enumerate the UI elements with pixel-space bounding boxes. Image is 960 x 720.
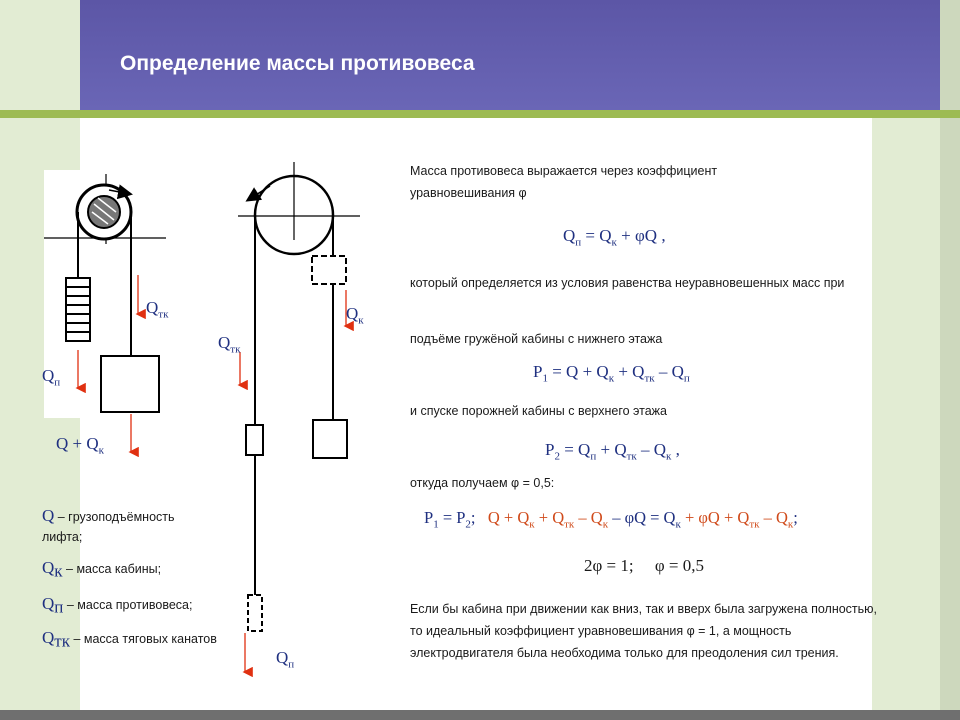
formula-p2: $P_2 = Q_п + Q_{тк} - Q_к$ , (545, 440, 680, 463)
diagram1-label-q-qk: $Q + Q_к$ (56, 434, 105, 457)
diagram2-cabin-upper (312, 256, 346, 284)
diagram2-label-qk: $Q_к$ (346, 304, 364, 327)
paragraph-lift-down: и спуске порожней кабины с верхнего этажа (410, 404, 667, 418)
diagram1-label-qtk: $Q_{тк}$ (146, 298, 169, 321)
paragraph-condition: который определяется из условия равенства неуравновешенных масс при (410, 276, 845, 290)
legend-item-q: Q – грузоподъёмность лифта; (42, 506, 175, 544)
diagram2-label-qtk: $Q_{тк}$ (218, 333, 241, 356)
diagram1-counterweight (66, 278, 90, 341)
formula-p1: $P_1 = Q + Q_к + Q_{тк} - Q_п$ (533, 362, 690, 385)
diagram2-counterweight-lower (248, 595, 262, 631)
diagram2-cabin-lower (313, 420, 347, 458)
legend-item-qk: $Q_к$ – масса кабины; (42, 558, 162, 581)
formula-phi: 2φ = 1; φ = 0,5 (584, 556, 705, 575)
slide-title: Определение массы противовеса (120, 52, 475, 75)
paragraph-lift-up: подъёме гружёной кабины с нижнего этажа (410, 332, 663, 346)
legend-item-qtk: $Q_{тк}$ – масса тяговых канатов (42, 628, 217, 651)
diagram2-panel (238, 162, 360, 666)
diagram2-counterweight (246, 425, 263, 455)
diagram1-label-qp: $Q_п$ (42, 366, 61, 389)
formula-balance: $P_1 = P_2$; $Q + Q_к + Q_{тк} - Q_к - \varphi Q = Q_к + \varphi Q + Q_{тк} - Q_к$; (424, 508, 798, 531)
formula-qp: $Q_п = Q_к + \varphi Q$ , (563, 226, 666, 249)
legend-item-qp: $Q_п$ – масса противовеса; (42, 594, 193, 617)
paragraph-result: откуда получаем φ = 0,5: (410, 476, 555, 490)
diagram1-cabin (101, 356, 159, 412)
paragraph-intro: Масса противовеса выражается через коэффициент уравновешивания φ (410, 164, 718, 200)
paragraph-conclusion: Если бы кабина при движении как вниз, так и вверх была загружена полностью, то идеальный коэффициент уравновешивания φ = 1, а мощность электродвигателя была необходима только для преодоления сил трения. (410, 602, 878, 660)
diagram2-label-qp: $Q_п$ (276, 648, 295, 671)
